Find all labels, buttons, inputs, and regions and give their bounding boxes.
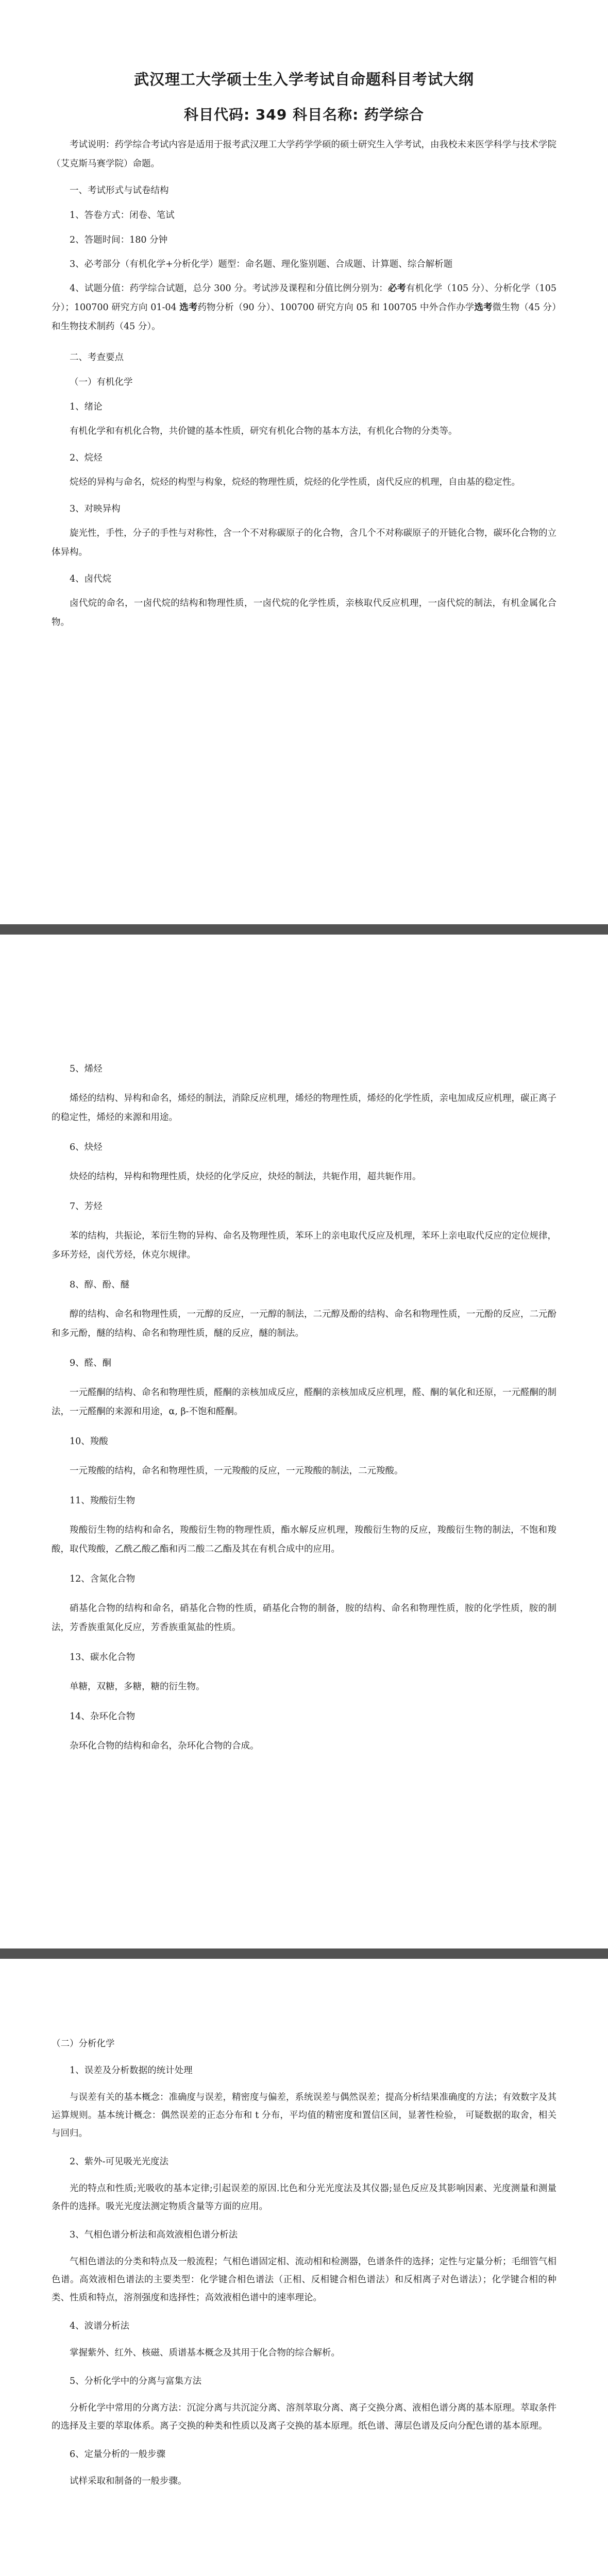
topic-title: 12、含氮化合物: [70, 1574, 136, 1584]
topic-title: 4、波谱分析法: [70, 2321, 130, 2331]
topic-title: 2、紫外-可见吸光光度法: [70, 2157, 169, 2167]
topic-title: 4、卤代烷: [70, 574, 112, 584]
page-1: [0, 0, 608, 917]
topic-text: 试样采取和制备的一般步骤。: [70, 2476, 187, 2486]
topic-title: 13、碳水化合物: [70, 1652, 136, 1663]
list-item: 2、答题时间：180 分钟: [70, 235, 168, 245]
required-label: 必考: [387, 283, 406, 294]
topic-text: 旋光性，手性，分子的手性与对称性，含一个不对称碳原子的化合物，含几个不对称碳原子的开链化合物，碳环化合物的立体异构。: [52, 528, 556, 557]
page-separator: [0, 917, 608, 953]
topic-title: 14、杂环化合物: [70, 1711, 136, 1722]
section-heading: 一、考试形式与试卷结构: [70, 185, 169, 196]
topic-title: 9、醛、酮: [70, 1358, 112, 1368]
topic-title: 8、醇、酚、醚: [70, 1280, 130, 1290]
topic-text: 杂环化合物的结构和命名，杂环化合物的合成。: [70, 1741, 259, 1751]
topic-text: 烯烃的结构、异构和命名，烯烃的制法，消除反应机理，烯烃的物理性质，烯烃的化学性质，亲电加成反应机理，碳正离子的稳定性，烯烃的来源和用途。: [52, 1093, 556, 1123]
topic-title: 2、烷烃: [70, 453, 103, 463]
subsection-heading: （二）分析化学: [52, 2039, 115, 2049]
section-heading: 二、考查要点: [70, 352, 124, 363]
topic-title: 1、绪论: [70, 402, 103, 412]
topic-title: 7、芳烃: [70, 1201, 103, 1212]
topic-text: 有机化学和有机化合物，共价键的基本性质，研究有机化合物的基本方法，有机化合物的分类等。: [70, 426, 458, 436]
exam-description: 考试说明：药学综合考试内容是适用于报考武汉理工大学药学学硕的硕士研究生入学考试，由我校未来医学科学与技术学院（艾克斯马赛学院）命题。: [52, 140, 556, 169]
page-3: [0, 1977, 608, 2576]
score-distribution: [52, 279, 556, 336]
list-item: 3、必考部分（有机化学+分析化学）题型：命名题、理化鉴别题、合成题、计算题、综合解析题: [70, 259, 453, 269]
topic-title: 3、气相色谱分析法和高效液相色谱分析法: [70, 2230, 238, 2240]
topic-text: 与误差有关的基本概念：准确度与误差，精密度与偏差，系统误差与偶然误差；提高分析结果准确度的方法；有效数字及其运算规则。基本统计概念：偶然误差的正态分布和 t 分布，平均值的精密度和置信区间，显著性检验， 可疑数据的取舍，相关与回归。: [52, 2092, 556, 2139]
document-subtitle: 科目代码: 349 科目名称: 药学综合: [183, 106, 425, 123]
score-text: 有机化学（105 分）、分析化学（105 分）；100700 研究方向 01-04: [52, 283, 556, 313]
score-text: 4、试题分值：药学综合试题，总分 300 分。考试涉及课程和分值比例分别为：: [70, 283, 388, 294]
elective-label: 选考: [179, 302, 198, 313]
topic-text: 羧酸衍生物的结构和命名，羧酸衍生物的物理性质，酯水解反应机理，羧酸衍生物的反应，羧酸衍生物的制法，不饱和羧酸，取代羧酸，乙酰乙酸乙酯和丙二酸二乙酯及其在有机合成中的应用。: [52, 1525, 556, 1554]
page-separator: [0, 1941, 608, 1977]
topic-text: 分析化学中常用的分离方法：沉淀分离与共沉淀分离、溶剂萃取分离、离子交换分离、液相色谱分离的基本原理。萃取条件的选择及主要的萃取体系。离子交换的种类和性质以及离子交换的基本原理。纸色谱、薄层色谱及反向分配色谱的基本原理。: [52, 2403, 556, 2431]
score-text: 药物分析（90 分）、100700 研究方向 05 和 100705 中外合作办学: [197, 302, 475, 313]
topic-text: 气相色谱法的分类和特点及一般流程；气相色谱固定相、流动相和检测器，色谱条件的选择；定性与定量分析；毛细管气相色谱。高效液相色谱法的主要类型：化学键合相色谱法（正相、反相键合相色谱法）和反相离子对色谱法）；化学键合相的种类、性质和特点，溶剂强度和选择性；高效液相色谱中的速率理论。: [52, 2257, 556, 2303]
topic-text: 单糖，双糖，多糖，糖的衍生物。: [70, 1682, 205, 1692]
topic-text: 烷烃的异构与命名，烷烃的构型与构象，烷烃的物理性质，烷烃的化学性质，卤代反应的机理，自由基的稳定性。: [70, 477, 520, 487]
list-item: 1、答卷方式：闭卷、笔试: [70, 210, 175, 221]
topic-text: 一元羧酸的结构，命名和物理性质，一元羧酸的反应，一元羧酸的制法，二元羧酸。: [70, 1466, 403, 1476]
topic-title: 6、炔烃: [70, 1142, 103, 1153]
document-title: 武汉理工大学硕士生入学考试自命题科目考试大纲: [133, 71, 474, 88]
topic-title: 1、误差及分析数据的统计处理: [70, 2065, 193, 2076]
topic-title: 5、烯烃: [70, 1064, 103, 1074]
topic-text: 炔烃的结构，异构和物理性质，炔烃的化学反应，炔烃的制法，共轭作用，超共轭作用。: [70, 1172, 421, 1182]
page-2: [0, 953, 608, 1941]
topic-text: 光的特点和性质;光吸收的基本定律;引起误差的原因.比色和分光光度法及其仪器;显色反应及其影响因素、光度测量和测量条件的选择。吸光光度法测定物质含量等方面的应用。: [52, 2183, 556, 2212]
topic-title: 3、对映异构: [70, 504, 121, 514]
topic-title: 11、羧酸衍生物: [70, 1496, 136, 1506]
topic-text: 醇的结构、命名和物理性质，一元醇的反应，一元醇的制法，二元醇及酚的结构、命名和物理性质，一元酚的反应，二元酚和多元酚，醚的结构、命名和物理性质，醚的反应，醚的制法。: [52, 1309, 556, 1338]
topic-title: 5、分析化学中的分离与富集方法: [70, 2376, 202, 2386]
score-text: 微生物（45 分）和生物技术制药（45 分）。: [52, 302, 556, 332]
topic-text: 苯的结构，共振论，苯衍生物的异构、命名及物理性质，苯环上的亲电取代反应及机理，苯环上亲电取代反应的定位规律，多环芳烃，卤代芳烃，休克尔规律。: [52, 1231, 556, 1260]
topic-text: 卤代烷的命名，一卤代烷的结构和物理性质，一卤代烷的化学性质，亲核取代反应机理，一卤代烷的制法，有机金属化合物。: [52, 598, 556, 628]
topic-text: 掌握紫外、红外、核磁、质谱基本概念及其用于化合物的综合解析。: [70, 2348, 340, 2358]
subsection-heading: （一）有机化学: [70, 377, 133, 387]
topic-title: 10、羧酸: [70, 1436, 108, 1447]
topic-title: 6、定量分析的一般步骤: [70, 2449, 166, 2460]
topic-text: 硝基化合物的结构和命名，硝基化合物的性质，硝基化合物的制备，胺的结构、命名和物理性质，胺的化学性质，胺的制法，芳香族重氮化反应，芳香族重氮盐的性质。: [52, 1603, 556, 1633]
elective-label: 选考: [474, 302, 493, 313]
topic-text: 一元醛酮的结构、命名和物理性质，醛酮的亲核加成反应，醛酮的亲核加成反应机理，醛、酮的氧化和还原，一元醛酮的制法，一元醛酮的来源和用途，α, β-不饱和醛酮。: [52, 1387, 556, 1417]
